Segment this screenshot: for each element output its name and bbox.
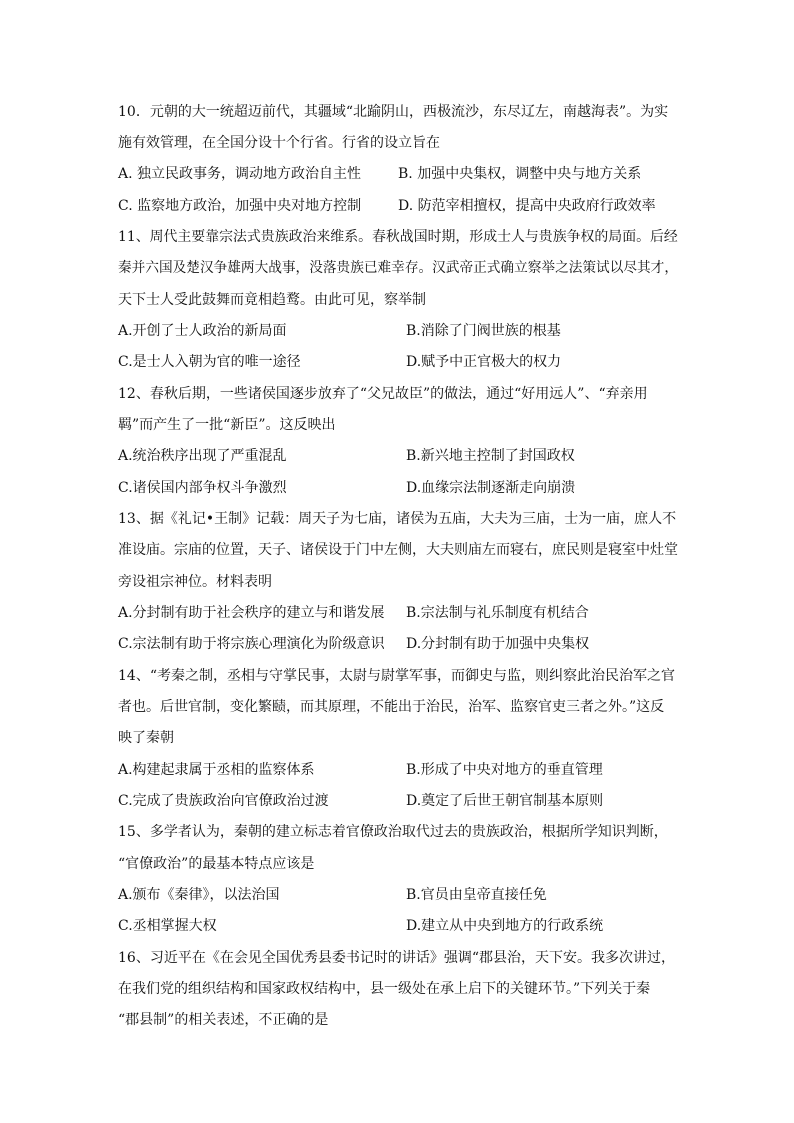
q16-stem-line-1: 16、习近平在《在会见全国优秀县委书记时的讲话》强调“郡县治，天下安。我多次讲过， [118, 950, 675, 966]
q11-option-c[interactable]: C.是士人入朝为官的唯一途径 [118, 354, 301, 370]
q10-stem-line-2: 施有效管理，在全国分设十个行省。行省的设立旨在 [118, 135, 440, 151]
q10-option-b[interactable]: B. 加强中央集权，调整中央与地方关系 [398, 166, 642, 182]
q13-stem-line-3: 旁设祖宗神位。材料表明 [118, 574, 272, 590]
q12-option-c[interactable]: C.诸侯国内部争权斗争激烈 [118, 480, 287, 496]
q11-stem-line-2: 秦并六国及楚汉争雄两大战事，没落贵族已难幸存。汉武帝正式确立察举之法策试以尽其才， [118, 260, 678, 276]
q11-stem-line-3: 天下士人受此鼓舞而竟相趋鹜。由此可见，察举制 [118, 292, 426, 308]
q14-stem-line-1: 14、“考秦之制，丞相与守掌民事，太尉与尉掌军事，而御史与监，则纠察此治民治军之官 [118, 668, 675, 684]
q14-option-d[interactable]: D.奠定了后世王朝官制基本原则 [406, 793, 604, 809]
q13-stem-line-1: 13、据《礼记•王制》记载：周天子为七庙，诸侯为五庙，大夫为三庙，士为一庙，庶人不 [118, 511, 677, 527]
q15-option-a[interactable]: A.颁布《秦律》，以法治国 [118, 887, 280, 903]
q14-stem-line-3: 映了秦朝 [118, 730, 174, 746]
q12-option-d[interactable]: D.血缘宗法制逐渐走向崩溃 [406, 480, 576, 496]
q15-stem-line-2: “官僚政治”的最基本特点应该是 [118, 856, 315, 872]
q13-stem-line-2: 准设庙。宗庙的位置，天子、诸侯设于门中左侧，大夫则庙左而寝右，庶民则是寝室中灶堂 [118, 542, 678, 558]
q14-option-b[interactable]: B.形成了中央对地方的垂直管理 [406, 762, 603, 778]
q16-stem-line-2: 在我们党的组织结构和国家政权结构中，县一级处在承上启下的关键环节。”下列关于秦 [118, 981, 651, 997]
q14-stem-line-2: 者也。后世官制，变化繁赜，而其原理，不能出于治民，治军、监察官吏三者之外。”这反 [118, 699, 665, 715]
q15-stem-line-1: 15、多学者认为，秦朝的建立标志着官僚政治取代过去的贵族政治，根据所学知识判断， [118, 824, 668, 840]
q13-option-a[interactable]: A.分封制有助于社会秩序的建立与和谐发展 [118, 605, 385, 621]
q16-stem-line-3: “郡县制”的相关表述，不正确的是 [118, 1012, 329, 1028]
q10-stem-line-1: 10．元朝的大一统超迈前代，其疆域“北踰阴山，西极流沙，东尽辽左，南越海表”。为实 [118, 104, 669, 120]
q11-option-b[interactable]: B.消除了门阀世族的根基 [406, 323, 561, 339]
q11-option-a[interactable]: A.开创了士人政治的新局面 [118, 323, 287, 339]
q15-option-c[interactable]: C.丞相掌握大权 [118, 918, 217, 934]
q10-option-a[interactable]: A. 独立民政事务，调动地方政治自主性 [118, 166, 362, 182]
q13-option-c[interactable]: C.宗法制有助于将宗族心理演化为阶级意识 [118, 636, 385, 652]
q14-option-c[interactable]: C.完成了贵族政治向官僚政治过渡 [118, 793, 329, 809]
q12-stem-line-2: 羁”而产生了一批“新臣”。这反映出 [118, 417, 336, 433]
q15-option-b[interactable]: B.官员由皇帝直接任免 [406, 887, 547, 903]
q11-option-d[interactable]: D.赋予中正官极大的权力 [406, 354, 562, 370]
q15-option-d[interactable]: D.建立从中央到地方的行政系统 [406, 918, 604, 934]
q10-option-c[interactable]: C. 监察地方政治，加强中央对地方控制 [118, 198, 362, 214]
q12-option-b[interactable]: B.新兴地主控制了封国政权 [406, 448, 575, 464]
q12-option-a[interactable]: A.统治秩序出现了严重混乱 [118, 448, 287, 464]
q13-option-d[interactable]: D.分封制有助于加强中央集权 [406, 636, 590, 652]
q12-stem-line-1: 12、春秋后期，一些诸侯国逐步放弃了“父兄故臣”的做法，通过“好用远人”、“弃亲用 [118, 386, 648, 402]
q11-stem-line-1: 11、周代主要靠宗法式贵族政治来维系。春秋战国时期，形成士人与贵族争权的局面。后经 [118, 229, 678, 245]
q13-option-b[interactable]: B.宗法制与礼乐制度有机结合 [406, 605, 589, 621]
q14-option-a[interactable]: A.构建起隶属于丞相的监察体系 [118, 762, 315, 778]
q10-option-d[interactable]: D. 防范宰相擅权，提高中央政府行政效率 [398, 198, 656, 214]
